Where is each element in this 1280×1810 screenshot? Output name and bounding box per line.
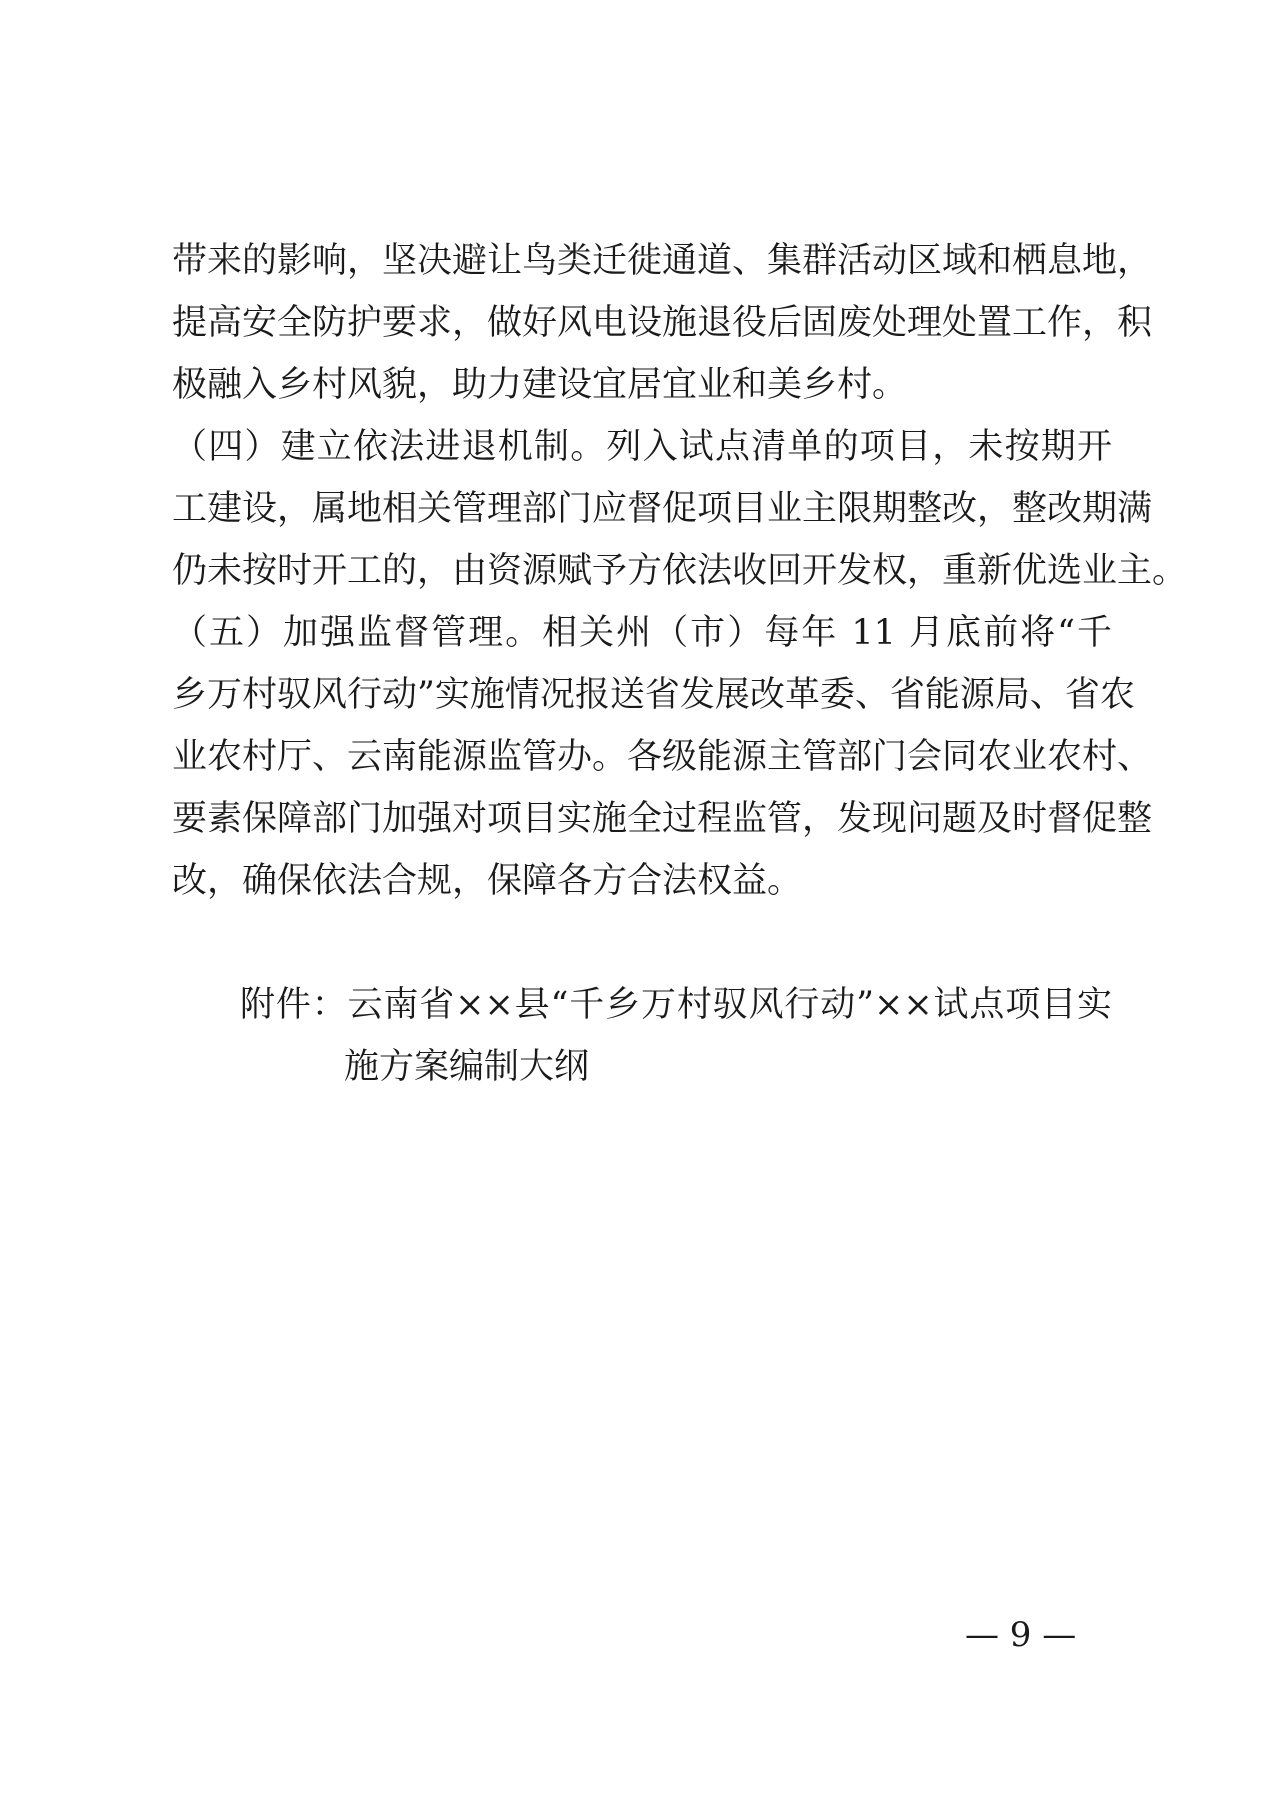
paragraph-line: 改，确保依法合规，保障各方合法权益。 <box>172 861 803 901</box>
paragraph-line: 乡万村驭风行动”实施情况报送省发展改革委、省能源局、省农 <box>172 675 1135 715</box>
attachment-line-continued: 施方案编制大纲 <box>344 1047 590 1087</box>
page-number-text: — 9 — <box>965 1615 1077 1655</box>
paragraph-line: 提高安全防护要求，做好风电设施退役后固废处理处置工作，积 <box>172 303 1153 343</box>
attachment-line: 附件：云南省××县“千乡万村驭风行动”××试点项目实 <box>240 985 1112 1025</box>
paragraph-line: 工建设，属地相关管理部门应督促项目业主限期整改，整改期满 <box>172 489 1153 529</box>
page-number <box>0 1610 1280 1660</box>
paragraph-line: 仍未按时开工的，由资源赋予方依法收回开发权，重新优选业主。 <box>172 551 1188 591</box>
paragraph-line: 极融入乡村风貌，助力建设宜居宜业和美乡村。 <box>172 365 908 405</box>
paragraph-line: （五）加强监督管理。相关州（市）每年 11 月底前将“千 <box>172 613 1112 653</box>
paragraph-line: （四）建立依法进退机制。列入试点清单的项目，未按期开 <box>172 427 1112 467</box>
paragraph-line: 业农村厅、云南能源监管办。各级能源主管部门会同农业农村、 <box>172 737 1153 777</box>
paragraph-line: 要素保障部门加强对项目实施全过程监管，发现问题及时督促整 <box>172 799 1153 839</box>
paragraph-line: 带来的影响，坚决避让鸟类迁徙通道、集群活动区域和栖息地， <box>172 241 1153 281</box>
